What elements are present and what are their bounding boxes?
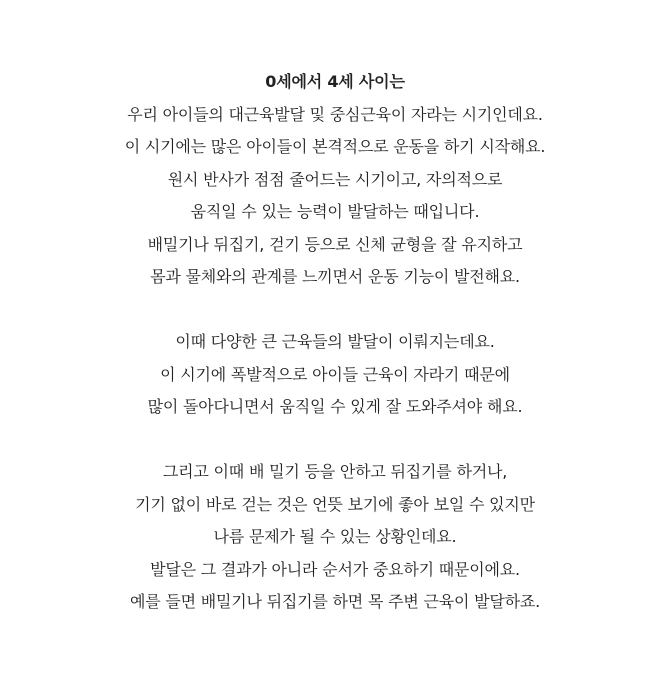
paragraph-line: 기기 없이 바로 걷는 것은 언뜻 보기에 좋아 보일 수 있지만 (135, 494, 535, 514)
paragraph-line: 나름 문제가 될 수 있는 상황인데요. (213, 527, 457, 546)
paragraph-1 (0, 99, 670, 294)
paragraph-line: 우리 아이들의 대근육발달 및 중심근육이 자라는 시기인데요. (127, 104, 543, 124)
paragraph-spacer (0, 424, 670, 457)
paragraph-spacer (0, 294, 670, 327)
article-title: 0세에서 4세 사이는 (265, 72, 405, 91)
paragraph-line: 발달은 그 결과가 아니라 순서가 중요하기 때문이에요. (150, 559, 520, 579)
paragraph-3 (0, 456, 670, 619)
paragraph-line: 이 시기에 폭발적으로 아이들 근육이 자라기 때문에 (160, 364, 510, 384)
paragraph-line: 많이 돌아다니면서 움직일 수 있게 잘 도와주셔야 해요. (147, 397, 523, 416)
paragraph-line: 배밀기나 뒤집기, 걷기 등으로 신체 균형을 잘 유지하고 (147, 234, 523, 254)
paragraph-line: 몸과 물체와의 관계를 느끼면서 운동 기능이 발전해요. (150, 267, 520, 286)
paragraph-line: 원시 반사가 점점 줄어드는 시기이고, 자의적으로 (167, 169, 503, 189)
paragraph-2 (0, 326, 670, 424)
paragraph-line: 이 시기에는 많은 아이들이 본격적으로 운동을 하기 시작해요. (124, 137, 546, 156)
paragraph-line: 이때 다양한 큰 근육들의 발달이 이뤄지는데요. (175, 332, 495, 351)
article-body (0, 66, 670, 619)
paragraph-line: 그리고 이때 배 밀기 등을 안하고 뒤집기를 하거나, (162, 462, 508, 481)
paragraph-line: 예를 들면 배밀기나 뒤집기를 하면 목 주변 근육이 발달하죠. (129, 592, 541, 611)
paragraph-line: 움직일 수 있는 능력이 발달하는 때입니다. (190, 202, 480, 221)
